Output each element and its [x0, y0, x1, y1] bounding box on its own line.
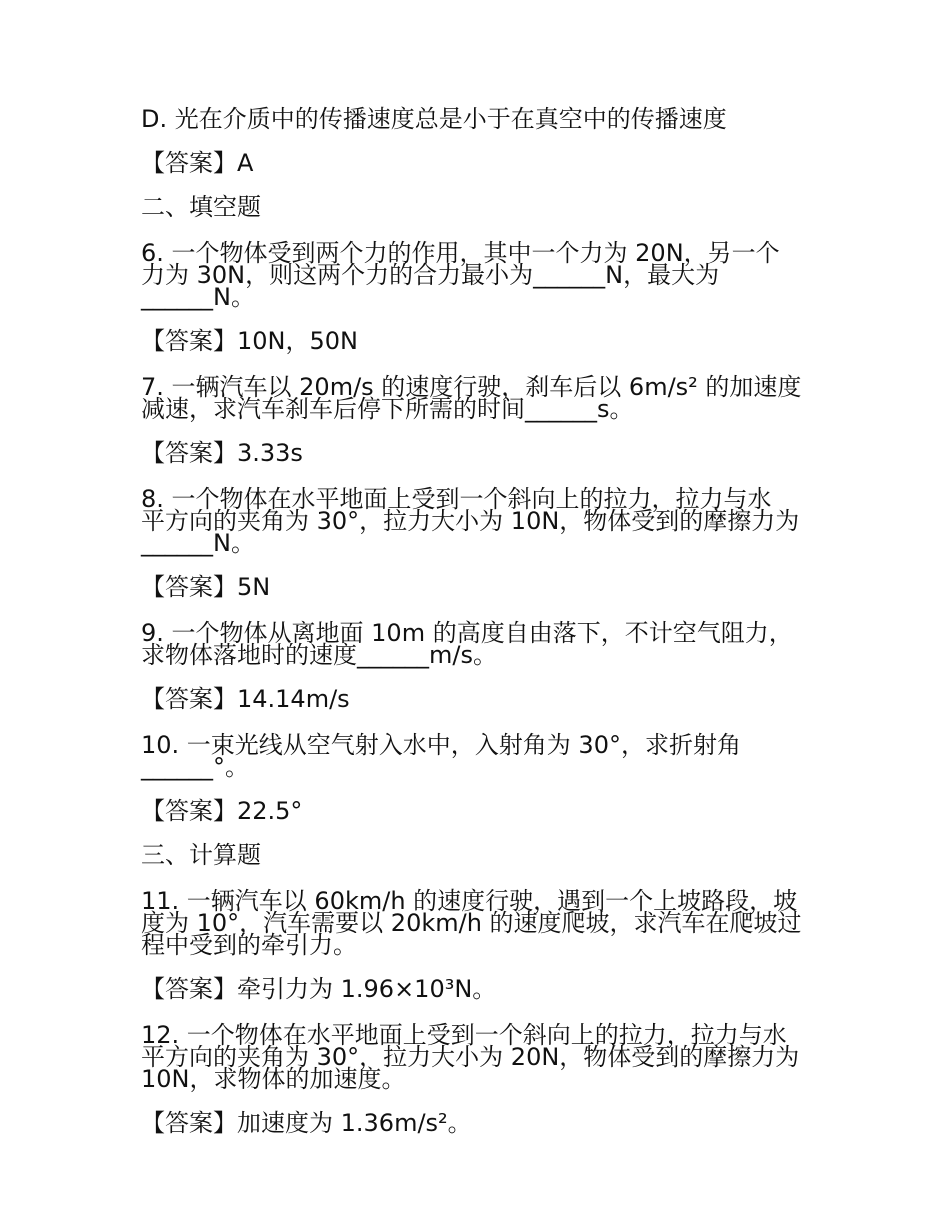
question-6 [141, 239, 813, 311]
question-12-line: 12. 一个物体在水平地面上受到一个斜向上的拉力，拉力与水 [141, 1021, 787, 1049]
question-11-line: 程中受到的牵引力。 [141, 931, 357, 959]
question-10-line: 10. 一束光线从空气射入水中，入射角为 30°，求折射角 [141, 731, 741, 759]
answer-8: 【答案】5N [141, 573, 271, 601]
question-6-line: ______N。 [141, 283, 255, 311]
answer-10: 【答案】22.5° [141, 797, 303, 825]
answer-11: 【答案】牵引力为 1.96×10³N。 [141, 975, 497, 1003]
question-11-line: 11. 一辆汽车以 60km/h 的速度行驶，遇到一个上坡路段，坡 [141, 887, 798, 915]
question-6-line: 力为 30N，则这两个力的合力最小为______N，最大为 [141, 261, 720, 289]
question-8 [141, 485, 813, 557]
question-12-line: 平方向的夹角为 30°，拉力大小为 20N，物体受到的摩擦力为 [141, 1043, 800, 1071]
section-heading-calculation: 三、计算题 [141, 841, 261, 869]
question-12-line: 10N，求物体的加速度。 [141, 1065, 406, 1093]
answer-12: 【答案】加速度为 1.36m/s²。 [141, 1109, 472, 1137]
question-10-line: ______°。 [141, 753, 249, 781]
question-6-line: 6. 一个物体受到两个力的作用，其中一个力为 20N，另一个 [141, 239, 780, 267]
question-12 [141, 1021, 813, 1093]
question-8-line: 8. 一个物体在水平地面上受到一个斜向上的拉力，拉力与水 [141, 485, 772, 513]
question-8-line: ______N。 [141, 529, 255, 557]
question-10 [141, 731, 813, 781]
answer-9: 【答案】14.14m/s [141, 685, 350, 713]
answer-5: 【答案】A [141, 149, 254, 177]
document-content [141, 104, 813, 1138]
answer-6: 【答案】10N，50N [141, 327, 358, 355]
question-9 [141, 619, 813, 669]
question-7-line: 7. 一辆汽车以 20m/s 的速度行驶，刹车后以 6m/s² 的加速度 [141, 373, 802, 401]
question-8-line: 平方向的夹角为 30°，拉力大小为 10N，物体受到的摩擦力为 [141, 507, 800, 535]
answer-7: 【答案】3.33s [141, 439, 303, 467]
option-d: D. 光在介质中的传播速度总是小于在真空中的传播速度 [141, 105, 727, 133]
question-11 [141, 887, 813, 959]
question-11-line: 度为 10°，汽车需要以 20km/h 的速度爬坡，求汽车在爬坡过 [141, 909, 802, 937]
question-9-line: 求物体落地时的速度______m/s。 [141, 641, 497, 669]
question-7 [141, 373, 813, 423]
question-9-line: 9. 一个物体从离地面 10m 的高度自由落下，不计空气阻力， [141, 619, 793, 647]
section-heading-fill-in: 二、填空题 [141, 193, 261, 221]
question-7-line: 减速，求汽车刹车后停下所需的时间______s。 [141, 395, 634, 423]
